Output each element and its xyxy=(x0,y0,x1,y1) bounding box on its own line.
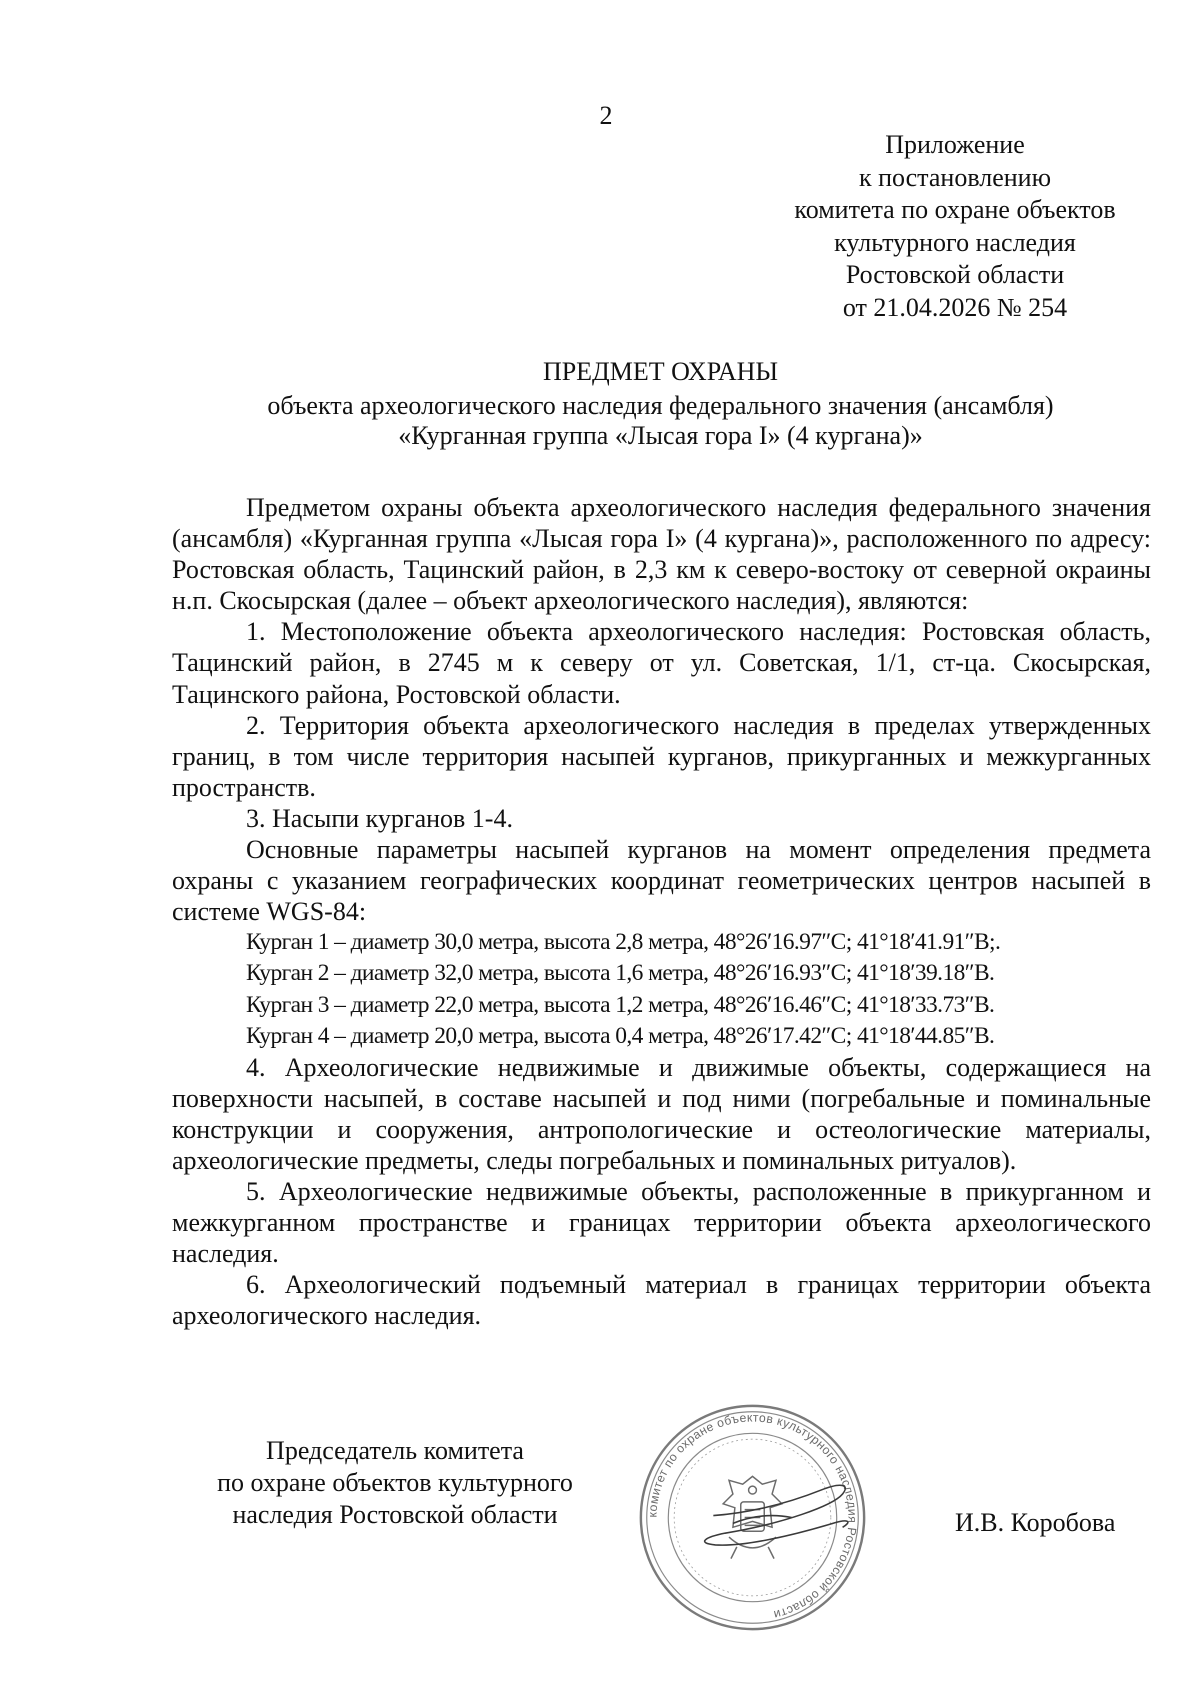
paragraph-item-3: 3. Насыпи курганов 1-4. xyxy=(246,803,513,833)
paragraph-item-4: 4. Археологические недвижимые и движимые объекты, содержащиеся на поверхности насыпей, в составе насыпей и под ними (погребальные и поминальные конструкции и сооружения, антропологические и остеологические материалы, археологические предметы, следы погребальных и поминальных ритуалов). xyxy=(172,1052,1151,1175)
paragraph-intro: Предметом охраны объекта археологического наследия федерального значения (ансамбля) «Курганная группа «Лысая гора I» (4 кургана)», расположенного по адресу: Ростовская область, Тацинский район, в 2,3 км к северо-востоку от северной окраины н.п. Скосырская (далее – объект археологического наследия), являются: xyxy=(172,493,1151,616)
appendix-line-2: к постановлению xyxy=(858,162,1052,192)
appendix-line-3: комитета по охране объектов xyxy=(794,195,1116,225)
kurgan-4-line: Курган 4 – диаметр 20,0 метра, высота 0,4 метра, 48°26′17.42″С; 41°18′44.85″В. xyxy=(246,1022,995,1049)
signatory-position-line-3: наследия Ростовской области xyxy=(232,1500,558,1529)
svg-text:комитет по охране объектов кул xyxy=(646,1410,860,1622)
kurgan-1-line: Курган 1 – диаметр 30,0 метра, высота 2,8 метра, 48°26′16.97″С; 41°18′41.91″В;. xyxy=(246,929,1001,956)
signatory-name: И.В. Коробова xyxy=(955,1508,1116,1537)
title-heading: ПРЕДМЕТ ОХРАНЫ xyxy=(542,357,779,386)
seal-outer-text: комитет по охране объектов культурного наследия Ростовской области xyxy=(645,1410,860,1623)
appendix-line-5: Ростовской области xyxy=(845,260,1065,290)
document-title xyxy=(170,357,1151,451)
paragraph-params: Основные параметры насыпей курганов на момент определения предмета охраны с указанием географических координат геометрических центров насыпей в системе WGS-84: xyxy=(172,835,1151,927)
kurgan-3-line: Курган 3 – диаметр 22,0 метра, высота 1,2 метра, 48°26′16.46″С; 41°18′33.73″В. xyxy=(246,991,995,1018)
paragraph-item-5: 5. Археологические недвижимые объекты, расположенные в прикурганном и межкурганном пространстве и границах территории объекта археологического наследия. xyxy=(172,1177,1151,1269)
appendix-line-1: Приложение xyxy=(885,130,1025,159)
appendix-header xyxy=(770,129,1140,325)
signature-mark xyxy=(705,1485,848,1545)
paragraph-item-6: 6. Археологический подъемный материал в границах территории объекта археологического наследия. xyxy=(172,1270,1151,1331)
title-line-2: объекта археологического наследия федерального значения (ансамбля) xyxy=(267,391,1054,420)
document-body xyxy=(172,492,1151,1332)
signatory-position xyxy=(190,1435,600,1531)
paragraph-item-2: 2. Территория объекта археологического наследия в пределах утвержденных границ, в том числе территория насыпей курганов, прикурганных и межкурганных пространств. xyxy=(172,710,1151,802)
official-seal xyxy=(635,1400,870,1635)
page-number: 2 xyxy=(599,101,613,130)
signatory-position-line-2: по охране объектов культурного xyxy=(217,1468,573,1497)
paragraph-item-1: 1. Местоположение объекта археологического наследия: Ростовская область, Тацинский район, в 2745 м к северу от ул. Советская, 1/1, ст-ца. Скосырская, Тацинского района, Ростовской области. xyxy=(172,617,1151,709)
title-line-3: «Курганная группа «Лысая гора I» (4 кургана)» xyxy=(398,421,923,450)
signatory-position-line-1: Председатель комитета xyxy=(266,1436,524,1465)
appendix-line-4: культурного наследия xyxy=(834,227,1076,257)
kurgan-2-line: Курган 2 – диаметр 32,0 метра, высота 1,6 метра, 48°26′16.93″С; 41°18′39.18″В. xyxy=(246,960,995,987)
appendix-date-number: от 21.04.2026 № 254 xyxy=(842,292,1068,322)
